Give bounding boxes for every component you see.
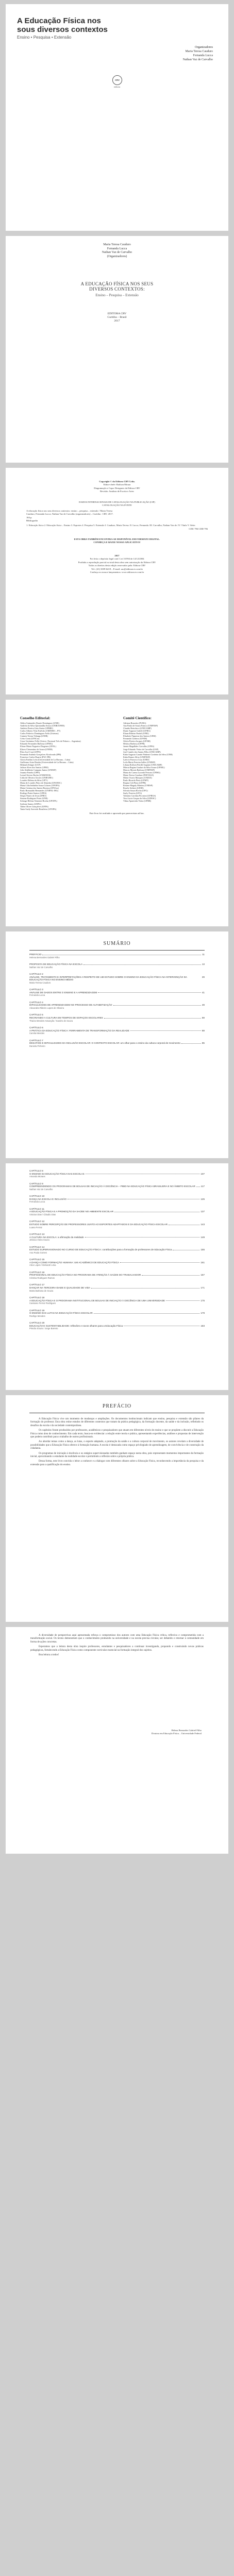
- toc-entry: [29, 1013, 205, 1022]
- toc-entry: [29, 953, 205, 959]
- toc-page-1: [6, 931, 228, 1158]
- toc-rule: [29, 950, 205, 951]
- toc-leader-dots: [68, 1198, 199, 1200]
- council-member: Suely Ferreira (UFG): [123, 792, 142, 795]
- preface-title: PREFÁCIO: [102, 1403, 132, 1409]
- preface-paragraph: Os capítulos foram produzidos por professores, acadêmicos e pesquisadores que atuam em diferentes níveis de ensino e que se propõem a discutir a Educação Física como área de conhecimento. Em cada texto, busca-se evidenciar a relação entre teoria e prática, apresentando experiências, análises e propostas de intervenção que podem contribuir para o trabalho de outros profissionais.: [30, 1429, 204, 1439]
- council-member: Jorge Eduardo Vieira de Carvalho (USP): [123, 748, 159, 751]
- toc-entry-author: Nathan Vaz de Carvalho: [29, 1188, 53, 1191]
- toc-entry-author: Helena Bernardes Gabriel Filho: [29, 956, 60, 959]
- toc-entry-author: Cristina Rodrigues Ramos: [29, 1276, 55, 1279]
- toc-chapter-label: CAPÍTULO 9: [29, 1182, 43, 1185]
- toc-entry-author: Nathan Vaz de Carvalho: [29, 965, 53, 969]
- toc-page-number: 69: [202, 1029, 205, 1032]
- toc-page-number: 179: [200, 1312, 205, 1315]
- council-member: Leonel Severo Rocha (UNISINOS): [20, 773, 51, 776]
- toc-entry-title: DESAFIOS E DIFICULDADES DA INCLUSÃO ESCOLAR: O CONTEXTO ESCOLAR: um olhar para o ensino da cultura corporal de movimento: [29, 1042, 180, 1045]
- organizer: Fernanda Lucca: [193, 54, 213, 57]
- council-footer: Este livro foi avaliado e aprovado por pareceristas ad hoc.: [89, 812, 145, 815]
- council-member: Regina Celi Pinto (UFPR): [123, 782, 146, 785]
- council-member: Fernando Antônio Gonçalves Alcoforado (IPB): [20, 753, 61, 756]
- preface-page-2: [6, 1627, 228, 1854]
- toc-chapter-label: CAPÍTULO 10: [29, 1195, 45, 1198]
- council-member: Elione Maria Nogueira Diogenes (UFAL): [20, 745, 56, 748]
- preface-signature: Helena Bernardes Gabriel Filho Doutora em Educação Física – Universidade Federal: [152, 1729, 202, 1735]
- toc-entry: [29, 1170, 205, 1178]
- copyright-block: Copyright © da Editora CRV Ltda. Editor-chefe: Railson Moura Diagramação e Capa: Designers da Editora CRV Revisão: Analista de Escrita e Artes: [94, 480, 140, 493]
- toc-page-number: 11: [202, 953, 205, 956]
- preface-text: [30, 1418, 204, 1468]
- toc-leader-dots: [98, 991, 201, 993]
- council-member: Elisabete Figueroa dos Santos (UEM): [123, 735, 156, 738]
- toc-page-number: 29: [202, 975, 205, 978]
- toc-list: [29, 1170, 205, 1334]
- toc-entry: [29, 1246, 205, 1255]
- council-member: Dante Augusto Galeffi (UFBA): [123, 730, 151, 733]
- toc-entry-title: DANÇAR NA TERCEIRA IDADE E QUALIDADE DE VIDA: [29, 1286, 91, 1289]
- toc-entry-heading: [29, 1185, 205, 1188]
- toc-leader-dots: [142, 1274, 199, 1276]
- council-member: Maria Teresa Cauduro (FEEVALE): [123, 773, 154, 776]
- toc-entry-author: Cassiano Ferraz Rodrigues: [29, 1302, 56, 1305]
- toc-chapter-label: CAPÍTULO 12: [29, 1220, 45, 1223]
- council-member: Lourdes Helena da Silva (UFV): [20, 779, 48, 782]
- toc-leader-dots: [86, 1173, 200, 1175]
- council-member: Heloisa Barbosa (UFPR): [123, 742, 145, 745]
- council-member: Kátia Ramos Silva (UNIFESP): [123, 755, 151, 758]
- toc-leader-dots: [120, 1261, 199, 1263]
- toc-leader-dots: [166, 1299, 199, 1301]
- cip-block: DADOS INTERNACIONAIS DE CATALOGAÇÃO NA PUBLICAÇÃO (CIP) CATALOGAÇÃO NA FONTE A educação física nos seus diversos contextos: ensino – pesquisa – extensão / Maria Teresa Cauduro, Fernanda Lucca, Nathan Vaz de Carvalho (organizadores) – Curitiba : CRV, 2017. 184 p. Bibliografia 1. Educação física 2. Educação física – Ensino 3. Esportes 4. Pesquisa 5. Extensão I. Cauduro, Maria Teresa. II. Lucca, Fernanda. III. Carvalho, Nathan Vaz de. IV. Título V. Série. CDU 796 CDD 796: [26, 501, 208, 530]
- toc-entry-author: Daniela Pinheiro: [29, 1044, 45, 1047]
- toc-entry: [29, 1208, 205, 1216]
- toc-chapter-label: CAPÍTULO 3: [29, 988, 43, 991]
- toc-entry-author: Ana Paula Gomes: [29, 1251, 47, 1254]
- toc-entry: [29, 1233, 205, 1242]
- council-member: Vilma Aparecida Vieira (UFRR): [123, 800, 152, 803]
- toc-entry-title: O ENSINO DAS LUTAS NA EDUCAÇÃO FÍSICA ESCOLAR: [29, 1312, 93, 1315]
- toc-entry-author: Vinicius Dias / Cláudio Dias: [29, 1213, 56, 1216]
- toc-entry-author: Amanda Moraes: [29, 1175, 45, 1178]
- book-title: A EDUCAÇÃO FÍSICA NOS SEUS DIVERSOS CONTEXTOS:: [80, 281, 154, 292]
- toc-entry: [29, 973, 205, 984]
- council-member: Glória Pereira Jacques (UFSM): [123, 740, 151, 743]
- council-member: Eduardo Fernandes Barbosa (UFMG): [20, 742, 53, 745]
- toc-leader-dots: [104, 1016, 201, 1019]
- council-member: Maria Cristina dos Santos Bezerra (UFSCar): [20, 787, 59, 790]
- cover-page: [6, 4, 228, 231]
- toc-leader-dots: [124, 1325, 199, 1327]
- council-member: Márcia Regina Goulart da Silva Souza (UFMG): [123, 766, 165, 769]
- council-member: Elizeu Clementino de Souza (UNEB): [20, 748, 53, 751]
- council-member: Rosane Magaly Martins (UNESP): [123, 784, 153, 787]
- council-member: Kátia Augusta Curado Pinheiro Cordeiro da Silva (UNB): [123, 753, 173, 756]
- toc-entry-title: ESTUDO SUPERVISIONADO NO CURSO DE EDUCAÇÃO FÍSICA: contribuições para a formação de professores de Educação Física: [29, 1248, 172, 1251]
- toc-entry: [29, 1321, 205, 1330]
- council-member: Ana Paula de Souza Franco (UNIFESP): [123, 724, 158, 727]
- toc-entry-title: O ENSINO DA EDUCAÇÃO FÍSICA NAS ESCOLAS: [29, 1172, 85, 1175]
- toc-chapter-label: CAPÍTULO 8: [29, 1170, 43, 1172]
- council-member: Solange Helena Ximenes-Rocha (UFOPA): [20, 800, 57, 803]
- council-member: Tadeu Oliver Gonçalves (UFPA): [20, 805, 48, 808]
- toc-entry-title: PROFISSIONAL DE EDUCAÇÃO FÍSICA NO PROGRAMA DE ATENÇÃO À SAÚDE DO TRABALHADOR: [29, 1274, 141, 1277]
- toc-entry-author: Alice Lopes / Deborah Lima: [29, 1264, 56, 1267]
- toc-entry-heading: [29, 1042, 205, 1045]
- toc-chapter-label: CAPÍTULO 2: [29, 973, 43, 975]
- council-member: Élsio José Corá (UFFS): [20, 750, 41, 753]
- toc-page-number: 137: [200, 1210, 205, 1213]
- toc-entry: [29, 1182, 205, 1191]
- toc-entry: [29, 1026, 205, 1035]
- council-member: Simone Rodrigues Pinto (UNB): [20, 797, 48, 800]
- toc-leader-dots: [85, 1236, 200, 1238]
- toc-entry-title: PROPOSTA DE EDUCAÇÃO FÍSICA NA ESCOLA: [29, 963, 83, 965]
- publisher-name: editora: [113, 86, 121, 88]
- toc-entry-author: Camila Mendes: [29, 1032, 45, 1035]
- toc-page-number: 155: [200, 1248, 205, 1251]
- toc-chapter-label: CAPÍTULO 6: [29, 1026, 43, 1029]
- toc-chapter-label: CAPÍTULO 14: [29, 1245, 45, 1248]
- council-member: Laércio Fonseca Cruz (UERJ): [123, 758, 149, 761]
- council-member: Tania Suely Azevedo Brasileiro (UFOPA): [20, 807, 57, 810]
- title-page-publisher: EDITORA CRV Curitiba – Brasil 2017: [107, 312, 127, 323]
- toc-chapter-label: CAPÍTULO 15: [29, 1258, 45, 1261]
- toc-leader-dots: [130, 1029, 201, 1031]
- toc-page-number: 125: [200, 1197, 205, 1200]
- preface-text: [30, 1634, 204, 1658]
- preface-paragraph: Os programas de iniciação à docência e os estágios supervisionados também ganham espaço nesta obra, pois representam momentos importantes da formação inicial, aproximando o estudante da realidade escolar e permitindo a reflexão sobre a própria prática.: [30, 1452, 204, 1459]
- toc-page-number: 41: [202, 991, 205, 994]
- toc-list: [29, 953, 205, 1052]
- preface-paragraph: Dessa forma, este livro convida o leitor a conhecer e a dialogar com diferentes olhares sobre a Educação Física, reconhecendo a importância da pesquisa e da extensão para a qualificação do ensino.: [30, 1460, 204, 1466]
- council-member: José Camilo dos Santos Filho (UNICAMP): [123, 750, 161, 753]
- toc-leader-dots: [113, 1004, 201, 1006]
- council-member: Mário Osorio Marques (UNIJUI): [123, 776, 152, 779]
- toc-chapter-label: CAPÍTULO 20: [29, 1321, 45, 1325]
- council-member: Sydione Santos (UEPG): [20, 802, 41, 805]
- toc-entry: [29, 1283, 205, 1292]
- toc-page-number: 175: [200, 1299, 205, 1302]
- toc-leader-dots: [83, 963, 201, 965]
- toc-entry-title: EDUCAÇÃO E SUSTENTABILIDADE: reflexões e novos olhares para a Educação Física: [29, 1324, 123, 1327]
- council-member: Sérgio Nunes de Jesus (IFRO): [20, 794, 46, 798]
- toc-chapter-label: CAPÍTULO 19: [29, 1309, 45, 1312]
- toc-page-number: 143: [200, 1223, 205, 1226]
- council-member: Aldira Guimarães Duarte Domínguez (UNB): [20, 722, 59, 725]
- council-member: Eliane Ribeiro Pardal (UFRJ): [123, 732, 149, 735]
- toc-entry-title: ESTUDO SOBRE PERCEPÇÃO DE PROFESSORES JUNTO AO ESPORTES ADAPTADOS E DA EDUCAÇÃO FÍSICA ESCOLAR: [29, 1223, 168, 1226]
- toc-leader-dots: [94, 1312, 200, 1314]
- toc-entry-author: Fernanda Lucca: [29, 994, 45, 997]
- cover-subtitle: Ensino • Pesquisa • Extensão: [17, 35, 72, 40]
- toc-entry-author: Marta Barbosa de Souza: [29, 1289, 54, 1292]
- editorial-council-column: [20, 717, 118, 810]
- organizer: Maria Teresa Cauduro: [185, 50, 213, 53]
- council-member: Paulo Ricardo Pinto (UFMT): [123, 779, 149, 782]
- book-subtitle: Ensino – Pesquisa – Extensão: [95, 293, 139, 297]
- toc-chapter-label: CAPÍTULO 13: [29, 1232, 45, 1235]
- council-member: Liliana Rolfsen Petrilli Segnini (UNICAMP): [123, 763, 162, 766]
- toc-page-number: 85: [202, 1042, 205, 1045]
- toc-entry-title: RECRIANDO A CULTURA EM TEMPOS DE ESPAÇOS ESCOLARES: [29, 1016, 103, 1019]
- preface-paragraph: Ao abordar temas como a dança, as lutas, o esporte adaptado, a promoção da saúde e a cultura corporal de movimento, os autores revelam a diversidade de possibilidades que a Educação Física oferece à formação humana. A escola é destacada como espaço privilegiado de aprendizagem, de convivência e de construção da cidadania.: [30, 1440, 204, 1450]
- toc-chapter-label: CAPÍTULO 5: [29, 1013, 43, 1016]
- toc-leader-dots: [169, 1223, 199, 1225]
- council-member: Cesar Gerónimo Tello (Univer .Nacional Três de Febrero – Argentina): [20, 740, 81, 743]
- toc-title: SUMÁRIO: [103, 941, 131, 946]
- toc-entry-heading: [29, 976, 205, 981]
- council-member: Maria Lília Imbiriba Sousa Colares (UFOPA): [20, 784, 60, 787]
- toc-chapter-label: CAPÍTULO 17: [29, 1283, 45, 1286]
- rights-block: 2017 Foi feito o depósito legal conf. Lei 10.994 de 14/12/2004 Proibida a reprodução parcial ou total desta obra sem autorização da Editora CRV Todos os direitos desta edição reservados pela: Editora CRV Tel.: (41) 3039-6418 – E-mail: sac@editoracrv.com.br Conheça os nossos lançamentos: www.editoracrv.com.br: [78, 554, 156, 574]
- toc-leader-dots: [114, 1210, 199, 1212]
- council-member: Lídia de Oliveira Xavier (UNIEURO): [20, 776, 53, 779]
- toc-entry-title: DANÇA NA ESCOLA E INCLUSÃO: [29, 1197, 66, 1200]
- organizers-label: Organizadores: [195, 46, 213, 49]
- council-member: Paulo Romualdo Hernandes (UNIFAL-MG): [20, 789, 59, 792]
- editorial-council-heading: Conselho Editorial:: [20, 716, 51, 720]
- council-member: João Adalberto Campato Junior (UNESP): [20, 768, 57, 771]
- catalog-page: [6, 468, 228, 694]
- council-member: Adriana Bozzetto (FURG): [123, 722, 146, 725]
- council-member: Rosely Sichieri (UERJ): [123, 787, 144, 790]
- council-member: Marcos Morais Barbosa (UNIFESP): [123, 768, 155, 771]
- toc-entry-author: Priscila Souza / Jorge Barreto: [29, 1327, 58, 1330]
- toc-entry-title: ANÁLISE DE DADOS ENTRE O ENSINO E A APRENDIZAGEM: [29, 991, 97, 994]
- toc-entry-author: Maria Teresa Cauduro: [29, 981, 51, 984]
- toc-leader-dots: [196, 1185, 200, 1187]
- council-member: Carmen Tereza Velanga (UNIR): [20, 735, 48, 738]
- council-member: Celso Conti (UFSCar): [20, 737, 40, 740]
- preface-paragraph: A diversidade de perspectivas aqui apresentada reforça o compromisso dos autores com uma Educação Física crítica, reflexiva e comprometida com a transformação social. Os textos demonstram que o conhecimento produzido na universidade e na escola precisa circular, ser debatido e retornar à comunidade em forma de ações concretas.: [30, 1634, 204, 1643]
- toc-entry: [29, 988, 205, 997]
- council-member: Maria do Carmo Lacerda Peixoto (UFMG): [123, 771, 160, 774]
- organizer: Nathan Vaz de Carvalho: [182, 58, 213, 61]
- toc-entry: [29, 963, 205, 969]
- scientific-committee-heading: Comitê Científico:: [123, 716, 152, 720]
- council-member: Leila Maria Ferreira Salles (UNESP): [123, 760, 156, 764]
- toc-page-number: 183: [200, 1324, 205, 1327]
- toc-chapter-label: CAPÍTULO 11: [29, 1207, 45, 1210]
- toc-entry-title: A DANÇA COMO FORMAÇÃO HUMANA: UM ACADÊMICO DE EDUCAÇÃO FÍSICA: [29, 1261, 120, 1264]
- toc-entry-title: ANÁLISE, TRATAMENTO E INTERPRETAÇÕES A RESPEITO DE UM ESTUDO SOBRE O ENSINO DA EDUCAÇÃO FÍSICA NA INTERVENÇÃO DA EDUCAÇÃO FÍSICA NO ENSINO MÉDIO: [29, 975, 187, 981]
- council-member: Gloria Fariñas León (Universidade de La Havana – Cuba): [20, 758, 71, 761]
- toc-entry: [29, 1220, 205, 1229]
- toc-entry: [29, 1296, 205, 1305]
- toc-page-number: 59: [202, 1016, 205, 1019]
- toc-entry-author: Jéssica Vieira Souza: [29, 1239, 49, 1242]
- toc-entry: [29, 1271, 205, 1280]
- council-member: Claudio Bertolucci (UNICAMP): [123, 727, 152, 730]
- toc-page-number: 117: [200, 1185, 205, 1188]
- toc-leader-dots: [91, 1286, 199, 1289]
- toc-entry: [29, 1039, 205, 1048]
- council-member: Maria de Lourdes Pinto de Almeida (UNOESC): [20, 782, 62, 785]
- toc-entry-title: DIFICULDADES DE APRENDIZAGEM NO PROCESSO DE ALFABETIZAÇÃO: [29, 1004, 112, 1007]
- toc-chapter-label: CAPÍTULO 16: [29, 1270, 45, 1274]
- toc-chapter-label: CAPÍTULO 18: [29, 1296, 45, 1299]
- publisher-logo-icon: CRV: [112, 75, 122, 85]
- toc-leader-dots: [181, 1042, 201, 1044]
- toc-page-number: 171: [200, 1286, 205, 1289]
- toc-entry: [29, 1001, 205, 1010]
- council-member: Janete Magalhães Carvalho (UFES): [123, 745, 155, 748]
- cover-organizers: [183, 45, 213, 62]
- preface-page-1: [6, 1395, 228, 1622]
- toc-page-number: 149: [200, 1235, 205, 1239]
- toc-page-number: 49: [202, 1004, 205, 1007]
- council-member: Silvana Souza Rocha (UFG): [123, 789, 148, 792]
- council-member: Guillermo Arias Beatón (Universidade de La Havana – Cuba): [20, 760, 74, 764]
- toc-entry: [29, 1309, 205, 1318]
- council-member: Josania Portela (UFPI): [20, 771, 40, 774]
- toc-chapter-label: CAPÍTULO 4: [29, 1001, 43, 1004]
- digital-note: ESTA OBRA TAMBÉM ENCONTRA-SE DISPONÍVEL EM FORMATO DIGITAL. CONHEÇA E BAIXE NOSSO APLICATIVO!: [74, 538, 160, 544]
- council-page: [6, 700, 228, 926]
- toc-page-number: 161: [200, 1261, 205, 1264]
- toc-entry-author: Fernanda Lucca: [29, 1200, 45, 1204]
- preface-paragraph: Boa leitura a todos!: [39, 1654, 59, 1657]
- toc-page-number: 13: [202, 963, 205, 965]
- council-member: Andréia da Silva Quintanilha Sousa (UNIR/UFRN): [20, 724, 65, 727]
- toc-leader-dots: [42, 953, 201, 955]
- toc-entry: [29, 1258, 205, 1267]
- toc-entry-author: Thaíza Mendes Assunção / Sandro de Souza: [29, 1019, 73, 1022]
- cover-title: A Educação Física nos sous diversos contextos: [17, 16, 108, 34]
- toc-entry-title: COMPREENDENDO OS PROGRAMAS DE BOLSAS DE INICIAÇÃO À DOCÊNCIA – PIBID NA EDUCAÇÃO FÍSICA BRASILEIRA E NO ÂMBITO ESCOLAR: [29, 1185, 195, 1188]
- toc-entry-title: PREFÁCIO: [29, 953, 42, 956]
- council-member: Carlos Alberto Vilar Estêvão (UMINHO – PT): [20, 730, 61, 733]
- title-page: [6, 236, 228, 463]
- council-member: Valmiria Carolina Piccinini (UFRGS): [123, 794, 156, 798]
- toc-entry-author: Rodrigo Mendes: [29, 1314, 45, 1317]
- toc-page-2: [6, 1163, 228, 1390]
- toc-entry-title: A EDUCAÇÃO FÍSICA E A PROMOÇÃO DA SAÚDE NO AMBIENTE ESCOLAR: [29, 1210, 114, 1213]
- preface-paragraph: A Educação Física vive um momento de mudanças e ampliações. Os documentos institucionais indicam que ensino, pesquisa e extensão são pilares da formação do professor. Esta obra reúne estudos de diferentes contextos que tratam da prática pedagógica, da formação docente, da saúde e da inclusão, refletindo os desafios da escola e da sociedade contemporânea.: [30, 1418, 204, 1427]
- preface-paragraph: Esperamos que a leitura desta obra inspire professores, estudantes e pesquisadores a continuar investigando, propondo e construindo novas práticas pedagógicas, fortalecendo a Educação Física como componente curricular essencial na formação integral dos sujeitos.: [30, 1646, 204, 1652]
- toc-entry-title: A PRÁTICA DA EDUCAÇÃO FÍSICA: FERRAMENTA DE TRANSFORMAÇÃO DA REALIDADE: [29, 1029, 129, 1032]
- toc-leader-dots: [173, 1248, 199, 1250]
- council-member: Vera Lucia Gaspar da Silva (UDESC): [123, 797, 156, 800]
- toc-page-number: 107: [200, 1172, 205, 1175]
- toc-chapter-label: CAPÍTULO 7: [29, 1039, 43, 1042]
- toc-entry-author: Luana Ferraz: [29, 1226, 42, 1229]
- council-member: Jailson Alves dos Santos (UFRJ): [20, 766, 48, 769]
- toc-entry-title: A EDUCAÇÃO FÍSICA E O PROGRAMA INSTITUCIONAL DE BOLSAS DE INICIAÇÃO À DOCÊNCIA DE UMA UNIVERSIDADE: [29, 1299, 165, 1302]
- council-member: Rodrigo Pratte-Santos (UFES): [20, 792, 47, 795]
- council-member: Fernando Cardoso (UFSM): [123, 737, 147, 740]
- title-page-authors: Maria Teresa Cauduro Fernanda Lucca Nathan Vaz de Carvalho (Organizadores): [102, 243, 132, 258]
- scientific-committee-column: [123, 717, 221, 803]
- council-member: Francisco Carlos Duarte (PUC-PR): [20, 755, 51, 758]
- toc-entry: [29, 1195, 205, 1204]
- toc-page-number: 167: [200, 1274, 205, 1277]
- toc-entry-author: Alexandra Ribeiro Lopes de Oliveira: [29, 1006, 64, 1009]
- council-member: Helmuth Krüger (UCP): [20, 763, 41, 766]
- council-member: Antônio Pereira Gaio Júnior (UFRRJ): [20, 727, 53, 730]
- council-member: Carlos Federico Domínguez Avila (Unieuro): [20, 732, 59, 735]
- toc-entry-title: A CULTURA NA ESCOLA: a afirmação da realidade: [29, 1235, 84, 1239]
